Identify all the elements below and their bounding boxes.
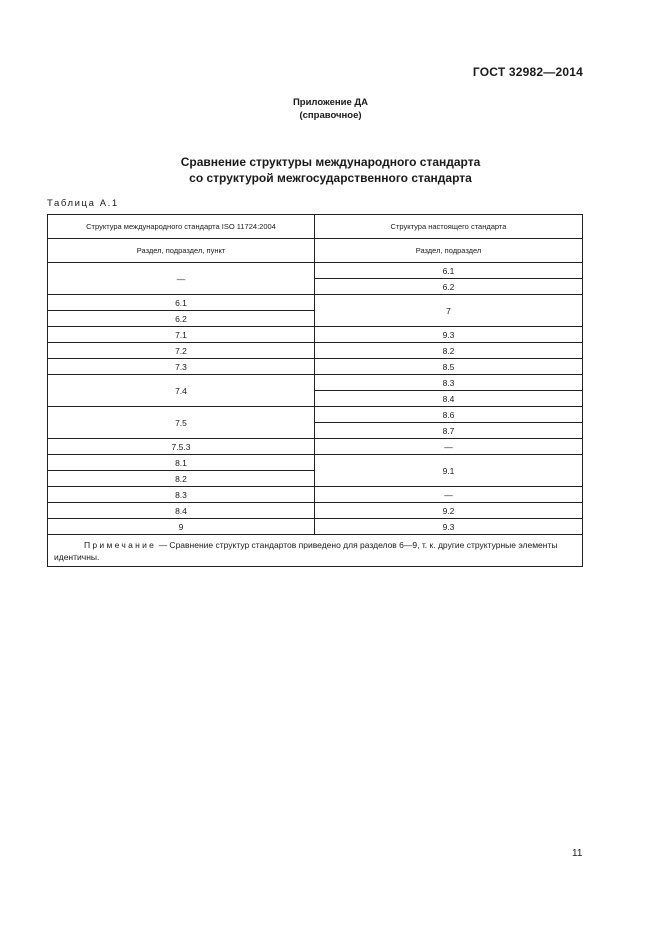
table-row [48, 439, 583, 455]
appendix-type: (справочное) [299, 110, 362, 121]
cell-national: 9.3 [315, 327, 583, 343]
cell-national: — [315, 487, 583, 503]
page-number: 11 [572, 848, 583, 859]
subheader-international: Раздел, подраздел, пункт [48, 239, 315, 263]
cell-national: — [315, 439, 583, 455]
table-row [48, 487, 583, 503]
cell-national: 8.4 [315, 391, 583, 407]
table-note-row [48, 535, 583, 567]
cell-international: 7.5 [48, 407, 315, 439]
cell-national: 7 [315, 295, 583, 327]
cell-national: 8.2 [315, 343, 583, 359]
cell-international: 7.2 [48, 343, 315, 359]
title-line-1: Сравнение структуры международного стандарта [180, 155, 481, 169]
comparison-table [47, 214, 583, 567]
cell-international: 8.3 [48, 487, 315, 503]
table-row [48, 455, 583, 471]
note-text: — Сравнение структур стандартов приведено для разделов 6—9, т. к. другие структурные элементы идентичны. [54, 540, 558, 562]
cell-international: 7.5.3 [48, 439, 315, 455]
header-national: Структура настоящего стандарта [315, 215, 583, 239]
document-title [0, 154, 661, 186]
cell-national: 9.1 [315, 455, 583, 487]
cell-national: 9.2 [315, 503, 583, 519]
table-subheader-row [48, 239, 583, 263]
table-note [48, 535, 583, 567]
table-row [48, 503, 583, 519]
table-row [48, 343, 583, 359]
note-label: Примечание [84, 540, 157, 550]
table-row [48, 327, 583, 343]
cell-national: 6.1 [315, 263, 583, 279]
cell-international: 7.3 [48, 359, 315, 375]
cell-international: 7.1 [48, 327, 315, 343]
table-header-row [48, 215, 583, 239]
cell-national: 8.7 [315, 423, 583, 439]
header-international: Структура международного стандарта ISO 11724:2004 [48, 215, 315, 239]
cell-international: 6.1 [48, 295, 315, 311]
cell-international: 6.2 [48, 311, 315, 327]
table-row [48, 407, 583, 423]
table-row [48, 295, 583, 311]
cell-national: 8.5 [315, 359, 583, 375]
cell-international: 8.1 [48, 455, 315, 471]
title-line-2: со структурой межгосударственного стандарта [189, 171, 472, 185]
cell-international: 7.4 [48, 375, 315, 407]
table-row [48, 263, 583, 279]
appendix-heading [0, 96, 661, 122]
table-row [48, 375, 583, 391]
appendix-label: Приложение ДА [292, 97, 369, 108]
cell-international: 9 [48, 519, 315, 535]
table-row [48, 519, 583, 535]
cell-national: 9.3 [315, 519, 583, 535]
table-row [48, 359, 583, 375]
cell-national: 8.3 [315, 375, 583, 391]
subheader-national: Раздел, подраздел [315, 239, 583, 263]
document-code: ГОСТ 32982—2014 [472, 65, 583, 79]
cell-international: 8.4 [48, 503, 315, 519]
cell-national: 6.2 [315, 279, 583, 295]
cell-international: — [48, 263, 315, 295]
table-caption: Таблица А.1 [47, 198, 119, 209]
cell-international: 8.2 [48, 471, 315, 487]
cell-national: 8.6 [315, 407, 583, 423]
